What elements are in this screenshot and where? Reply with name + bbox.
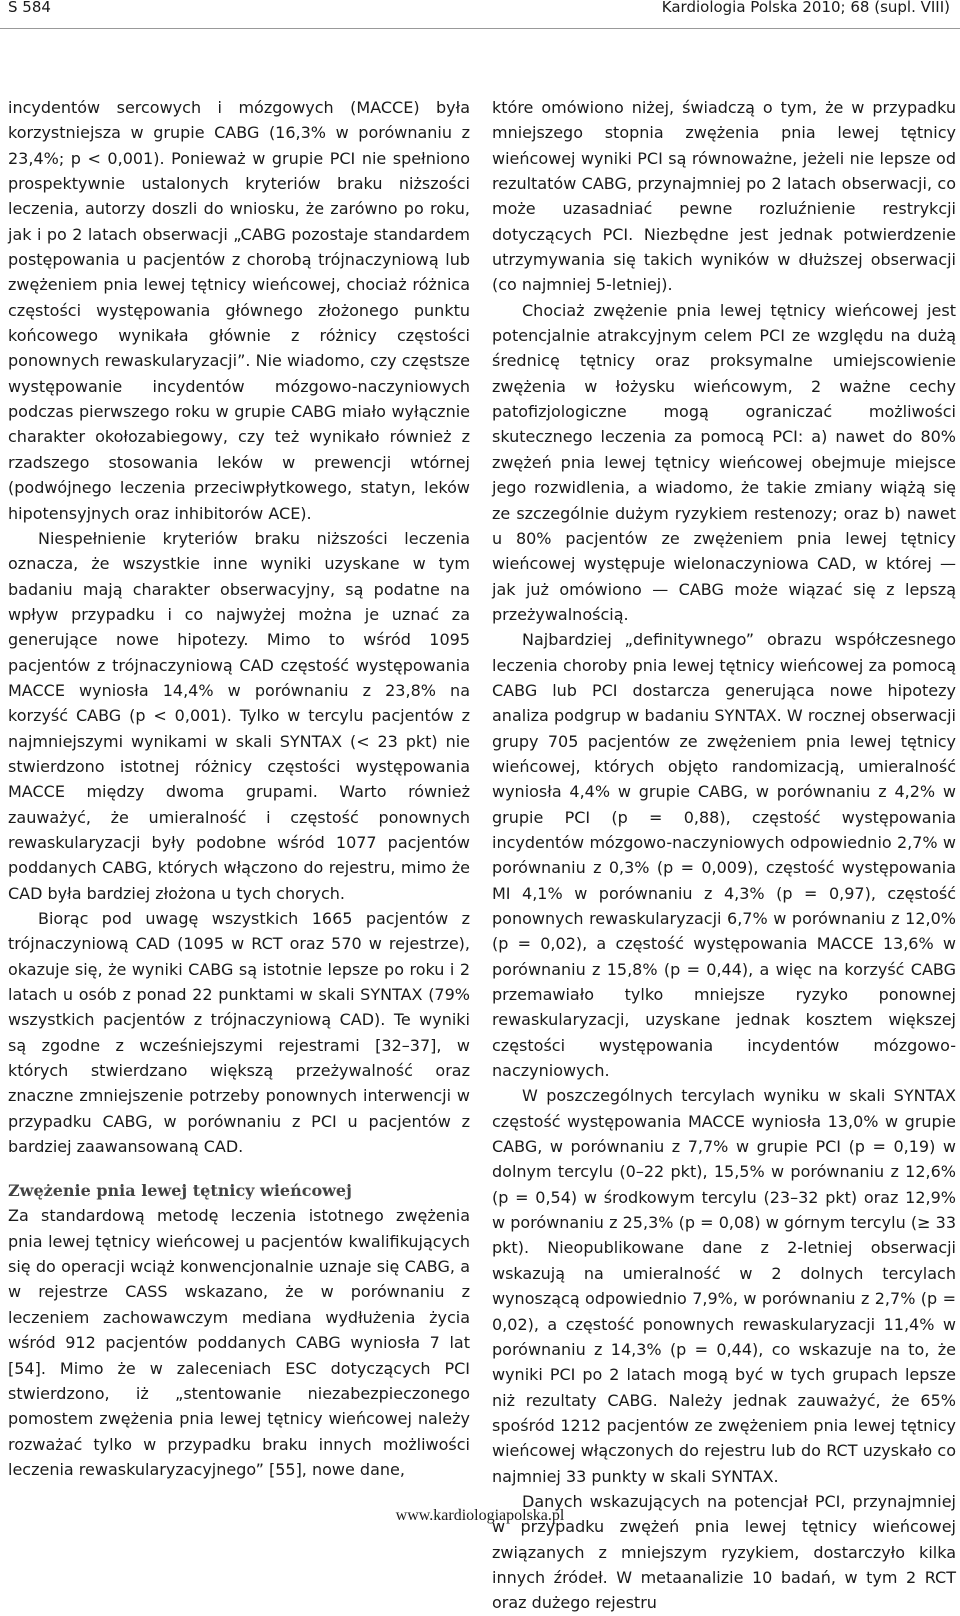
paragraph: W poszczególnych tercylach wyniku w skali SYNTAX częstość występowania MACCE wyniosła 13,0% w grupie CABG, w porównaniu z 7,7% w grupie PCI (p = 0,19) w dolnym tercylu (0–22 pkt), 15,5% w porównaniu z 12,6% (p = 0,54) w środkowym tercylu (23–32 pkt) oraz 12,9% w porównaniu z 25,3% (p = 0,08) w górnym tercylu (≥ 33 pkt). Nieopublikowane dane z 2-letniej obserwacji wskazują na umieralność w 2 dolnych tercylach wynoszącą odpowiednio 7,9%, w porównaniu z 2,7% (p = 0,02), a częstość ponownych rewaskularyzacji 11,4% w porównaniu z 14,3% (p = 0,44), co wskazuje na to, że wyniki PCI po 2 latach mogą być w tych grupach lepsze niż rezultaty CABG. Należy jednak zauważyć, że 65% spośród 1212 pacjentów ze zwężeniem pnia lewej tętnicy wieńcowej włączonych do rejestru lub do RCT uzyskało co najmniej 33 punkty w skali SYNTAX. xyxy=(492,1086,956,1486)
paragraph: incydentów sercowych i mózgowych (MACCE) była korzystniejsza w grupie CABG (16,3% w porównaniu z 23,4%; p < 0,001). Ponieważ w grupie PCI nie spełniono prospektywnie ustalonych kryteriów braku niższości leczenia, autorzy doszli do wniosku, że zarówno po roku, jak i po 2 latach obserwacji „CABG pozostaje standardem postępowania u pacjentów z chorobą trójnaczyniową lub zwężeniem pnia lewej tętnicy wieńcowej, chociaż różnica częstości występowania głównego złożonego punktu końcowego wynikała głównie z różnicy częstości ponownych rewaskularyzacji”. Nie wiadomo, czy częstsze występowanie incydentów mózgowo-naczyniowych podczas pierwszego roku w grupie CABG miało wyłącznie charakter okołozabiegowy, czy też wynikało również z rzadszego stosowania leków w prewencji wtórnej (podwójnego leczenia przeciwpłytkowego, statyn, leków hipotensyjnych oraz inhibitorów ACE). xyxy=(8,98,470,523)
right-column xyxy=(492,95,956,1616)
paragraph: Chociaż zwężenie pnia lewej tętnicy wieńcowej jest potencjalnie atrakcyjnym celem PCI ze względu na dużą średnicę tętnicy oraz proksymalne umiejscowienie zwężenia w łożysku wieńcowym, 2 ważne cechy patofizjologiczne mogą ograniczać możliwości skutecznego leczenia za pomocą PCI: a) nawet do 80% zwężeń pnia lewej tętnicy wieńcowej obejmuje miejsce jego rozwidlenia, a wiadomo, że takie zmiany wiążą się ze szczególnie dużym ryzykiem restenozy; oraz b) nawet u 80% pacjentów ze zwężeniem pnia lewej tętnicy wieńcowej występuje wielonaczyniowa CAD, w której — jak już omówiono — CABG może wiązać się z lepszą przeżywalnością. xyxy=(492,300,956,624)
paragraph: Biorąc pod uwagę wszystkich 1665 pacjentów z trójnaczyniową CAD (1095 w RCT oraz 570 w rejestrze), okazuje się, że wyniki CABG są istotnie lepsze po roku i 2 latach u osób z ponad 22 punktami w skali SYNTAX (79% wszystkich pacjentów z trójnaczyniową CAD). Te wyniki są zgodne z wcześniejszymi rejestrami [32–37], w których stwierdzano większą przeżywalność oraz znaczne zmniejszenie potrzeby ponownych interwencji w przypadku CABG, w porównaniu z PCI u pacjentów z bardziej zaawansowaną CAD. xyxy=(8,909,470,1157)
page-number: S 584 xyxy=(8,0,51,16)
paragraph: Danych wskazujących na potencjał PCI, przynajmniej w przypadku zwężeń pnia lewej tętnicy wieńcowej związanych z mniejszym ryzykiem, dostarczyło kilka innych źródeł. W metaanalizie 10 badań, w tym 2 RCT oraz dużego rejestru xyxy=(492,1491,956,1613)
journal-citation: Kardiologia Polska 2010; 68 (supl. VIII) xyxy=(661,0,950,16)
paragraph: Niespełnienie kryteriów braku niższości leczenia oznacza, że wszystkie inne wyniki uzyskane w tym badaniu mają charakter obserwacyjny, są podatne na wpływ przypadku i co najwyżej można je uznać za generujące nowe hipotezy. Mimo to wśród 1095 pacjentów z trójnaczyniową CAD częstość występowania MACCE wyniosła 14,4% w porównaniu z 23,8% na korzyść CABG (p < 0,001). Tylko w tercylu pacjentów z najmniejszymi wynikami w skali SYNTAX (< 23 pkt) nie stwierdzono istotnej różnicy częstości występowania MACCE między dwoma grupami. Warto również zauważyć, że umieralność i częstość ponownych rewaskularyzacji były podobne wśród 1077 pacjentów poddanych CABG, których włączono do rejestru, mimo że CAD była bardziej złożona u tych chorych. xyxy=(8,528,470,903)
header-rule xyxy=(0,28,960,29)
page-header xyxy=(0,0,960,18)
paragraph: które omówiono niżej, świadczą o tym, że w przypadku mniejszego stopnia zwężenia pnia lewej tętnicy wieńcowej wyniki PCI są równoważne, jeżeli nie lepsze od rezultatów CABG, przynajmniej po 2 latach obserwacji, co może uzasadniać pewne rozluźnienie restrykcji dotyczących PCI. Niezbędne jest jednak potwierdzenie utrzymywania się takich wyników w dłuższej obserwacji (co najmniej 5-letniej). xyxy=(492,98,956,295)
section-heading: Zwężenie pnia lewej tętnicy wieńcowej xyxy=(8,1181,352,1201)
paragraph: Najbardziej „definitywnego” obrazu współczesnego leczenia choroby pnia lewej tętnicy wieńcowej za pomocą CABG lub PCI dostarcza generująca nowe hipotezy analiza podgrup w badaniu SYNTAX. W rocznej obserwacji grupy 705 pacjentów ze zwężeniem pnia lewej tętnicy wieńcowej, których objęto randomizacją, umieralność wyniosła 4,4% w grupie CABG, w porównaniu z 4,2% w grupie PCI (p = 0,88), częstość występowania incydentów mózgowo-naczyniowych odpowiednio 2,7% w porównaniu z 0,3% (p = 0,009), częstość występowania MI 4,1% w porównaniu z 4,3% (p = 0,97), częstość ponownych rewaskularyzacji 6,7% w porównaniu z 12,0% (p = 0,02), a częstość występowania MACCE 13,6% w porównaniu z 15,8% (p = 0,44), a więc na korzyść CABG przemawiało tylko mniejsze ryzyko ponownej rewaskularyzacji, uzyskane jednak kosztem większej częstości występowania incydentów mózgowo-naczyniowych. xyxy=(492,630,956,1081)
paragraph: Za standardową metodę leczenia istotnego zwężenia pnia lewej tętnicy wieńcowej u pacjentów kwalifikujących się do operacji wciąż konwencjonalnie uznaje się CABG, a w rejestrze CASS wskazano, że w porównaniu z leczeniem zachowawczym mediana wydłużenia życia wśród 912 pacjentów poddanych CABG wyniosła 7 lat [54]. Mimo że w zaleceniach ESC dotyczących PCI stwierdzono, iż „stentowanie niezabezpieczonego pomostem zwężenia pnia lewej tętnicy wieńcowej należy rozważać tylko w przypadku braku innych możliwości leczenia rewaskularyzacyjnego” [55], nowe dane, xyxy=(8,1206,470,1479)
left-column xyxy=(8,95,470,1482)
footer-url[interactable]: www.kardiologiapolska.pl xyxy=(395,1507,565,1524)
